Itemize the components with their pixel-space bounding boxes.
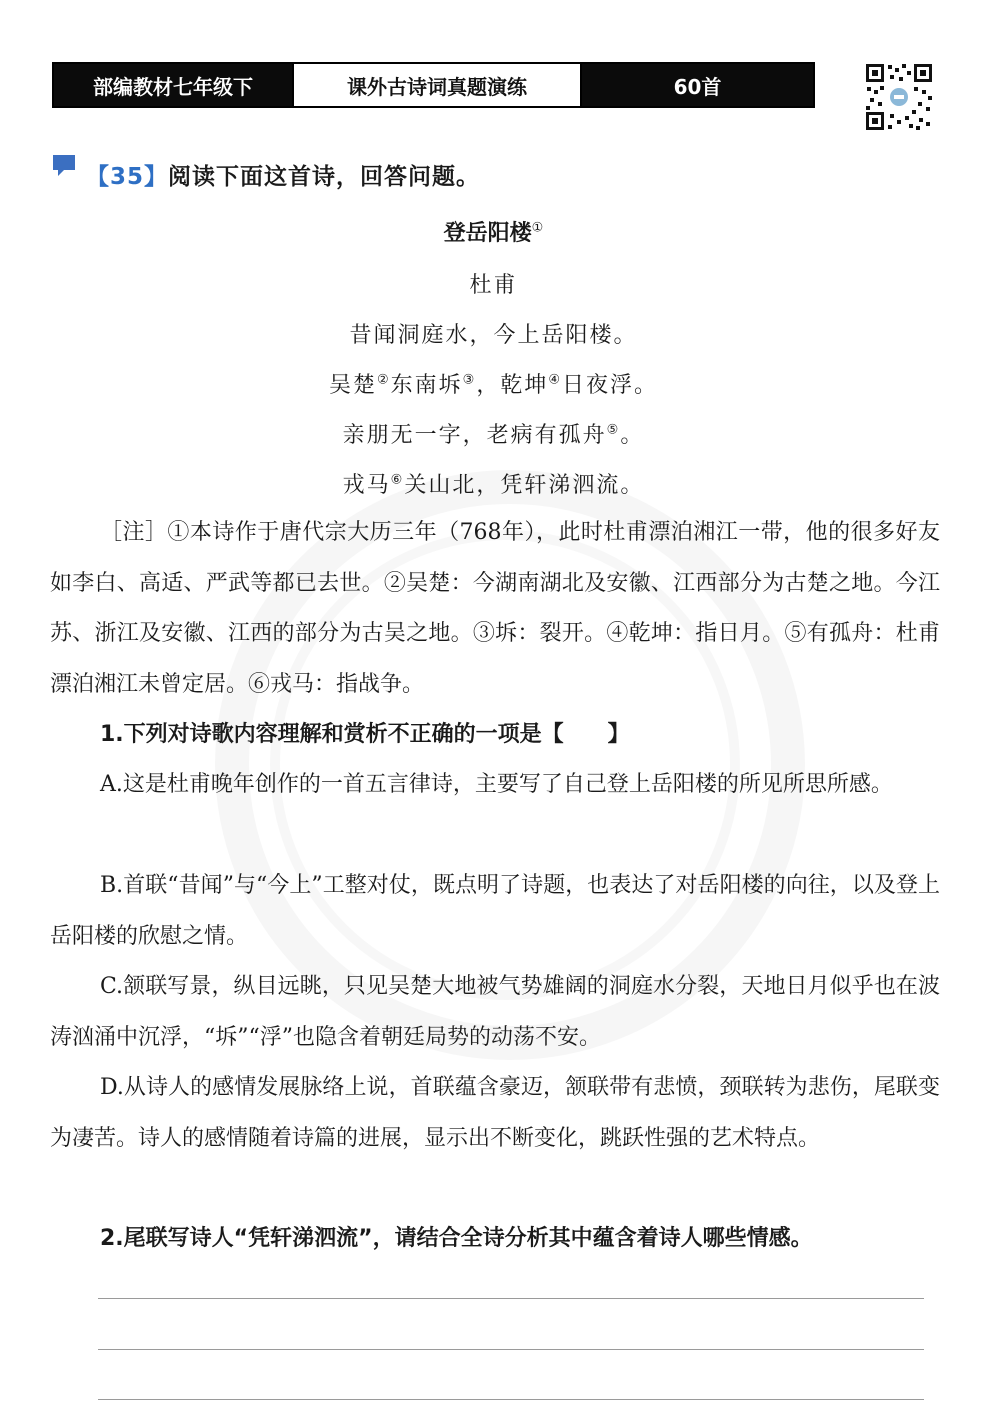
note-marker-2: ② [377,372,391,388]
header-bar [52,62,815,108]
poem-line-2-c: ，乾坤 [476,373,549,398]
poem-line-2 [0,368,987,399]
question-number: 【35】 [86,164,169,190]
poem-line-3 [0,418,987,449]
answer-line-1[interactable] [98,1298,924,1299]
poem-line-1: 昔闻洞庭水，今上岳阳楼。 [349,323,638,348]
poem-line-3-b: 。 [620,423,645,448]
note-marker-4: ④ [548,372,562,388]
header-section: 课外古诗词真题演练 [292,64,582,106]
poem-line-2-a: 吴楚 [328,373,377,398]
poem-line-4 [0,468,987,499]
poem-line-2-b: 东南坼 [390,373,463,398]
option-a: A.这是杜甫晚年创作的一首五言律诗，主要写了自己登上岳阳楼的所见所思所感。 [100,772,893,797]
poem-author: 杜甫 [469,273,518,298]
option-c: C.颔联写景，纵目远眺，只见吴楚大地被气势雄阔的洞庭水分裂，天地日月似乎也在波涛汹涌中沉浮，“坼”“浮”也隐含着朝廷局势的动荡不安。 [50,974,940,1050]
poem-line-2-d: 日夜浮。 [562,373,659,398]
answer-line-3[interactable] [98,1399,924,1400]
note-marker-6: ⑥ [390,472,405,488]
note-marker-5: ⑤ [606,422,621,438]
note-marker-3: ③ [462,372,477,388]
poem-notes: ［注］①本诗作于唐代宗大历三年（768年），此时杜甫漂泊湘江一带，他的很多好友如李白、高适、严武等都已去世。②吴楚：今湖南湖北及安徽、江西部分为古楚之地。今江苏、浙江及安徽、江西的部分为古吴之地。③坼：裂开。④乾坤：指日月。⑤有孤舟：杜甫漂泊湘江未曾定居。⑥戎马：指战争。 [50,520,940,697]
header-count: 60首 [582,64,813,106]
question-heading [86,158,480,191]
header-grade: 部编教材七年级下 [54,64,292,106]
question-2-stem: 2.尾联写诗人“凭轩涕泗流”，请结合全诗分析其中蕴含着诗人哪些情感。 [100,1226,813,1251]
option-d: D.从诗人的感情发展脉络上说，首联蕴含豪迈，颔联带有悲愤，颈联转为悲伤，尾联变为凄苦。诗人的感情随着诗篇的进展，显示出不断变化，跳跃性强的艺术特点。 [50,1075,940,1151]
poem-title [0,216,987,247]
poem-line-4-a: 戎马 [342,473,391,498]
poem-line-4-b: 关山北，凭轩涕泗流。 [404,473,645,498]
question-1-stem: 1.下列对诗歌内容理解和赏析不正确的一项是【 】 [100,722,630,747]
poem-line-3-a: 亲朋无一字，老病有孤舟 [342,423,607,448]
question-marker-icon [50,152,78,178]
poem-title-note: ① [531,220,544,236]
question-prompt: 阅读下面这首诗，回答问题。 [168,164,481,190]
answer-line-2[interactable] [98,1349,924,1350]
poem-title-text: 登岳阳楼 [443,221,532,246]
option-b: B.首联“昔闻”与“今上”工整对仗，既点明了诗题，也表达了对岳阳楼的向往，以及登上岳阳楼的欣慰之情。 [50,873,940,949]
qr-code [864,62,934,132]
